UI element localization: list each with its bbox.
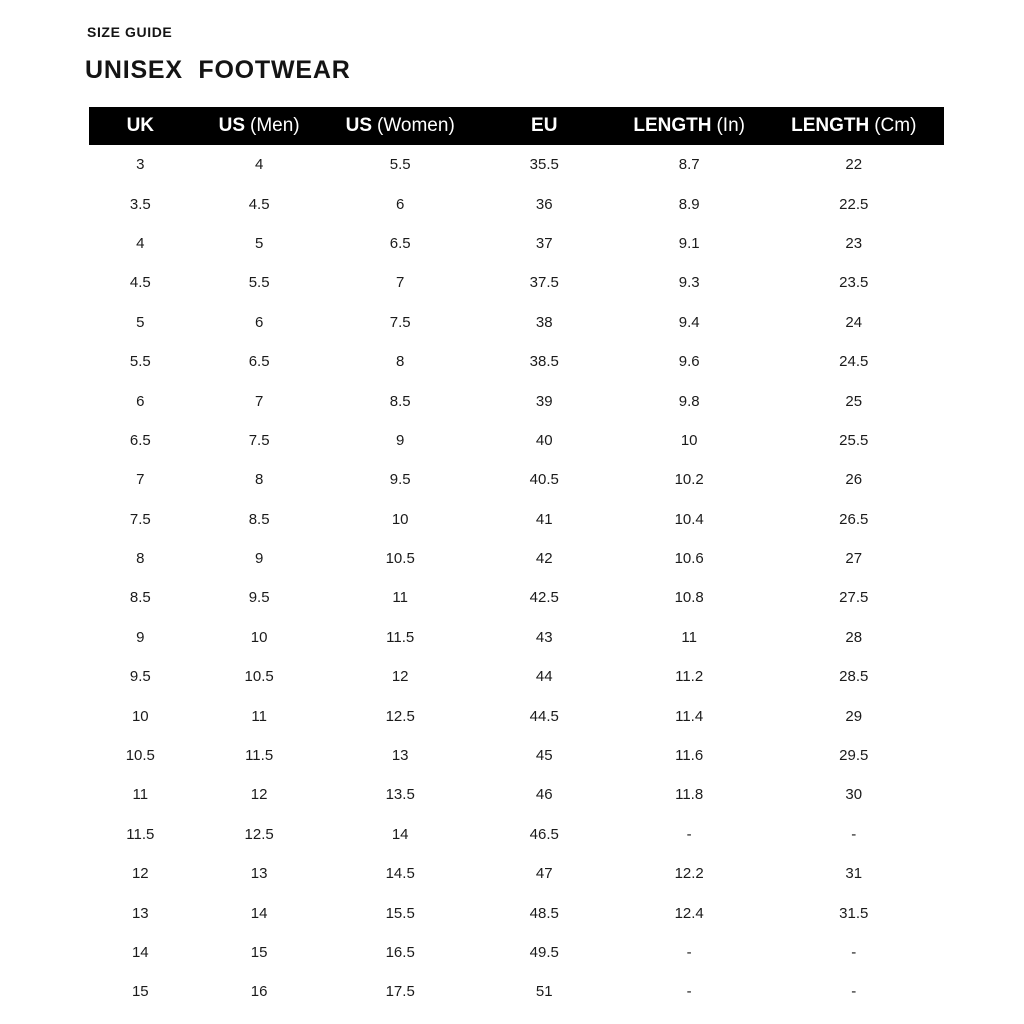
table-cell: 10.5 [125,747,155,765]
table-row [89,736,944,775]
table-row [89,893,944,932]
size-table-body [89,145,944,1012]
table-cell: 15 [250,944,268,961]
table-cell: 5 [254,234,264,252]
table-cell: 11.8 [675,786,704,804]
table-cell: 10.4 [674,510,704,528]
table-row [89,618,944,657]
table-cell: 25.5 [839,431,869,449]
table-cell: 11.2 [675,668,704,686]
table-cell: 12.4 [674,904,704,922]
table-cell: 9.8 [678,392,700,410]
table-cell: 42.5 [529,589,559,607]
table-cell: 46 [535,786,553,804]
table-row [89,224,944,263]
table-row [89,696,944,735]
table-cell: 4.5 [248,195,270,213]
table-cell: 15.5 [385,904,415,922]
table-cell: 26.5 [839,510,869,528]
column-header-us-men [192,107,327,145]
table-row [89,578,944,617]
table-cell: 39 [535,392,553,410]
table-cell: 15 [131,983,149,1001]
column-header-us-women [327,107,474,145]
table-cell: 10 [680,431,698,449]
column-header-eu [474,107,615,145]
table-cell: 10.8 [674,589,704,607]
column-header-label: LENGTH [791,115,870,136]
size-table [89,107,944,1012]
table-cell: 24.5 [839,353,869,371]
table-cell: 8.5 [248,510,270,528]
table-cell: 8.5 [129,589,151,607]
table-row [89,263,944,302]
table-cell: 44 [535,668,553,686]
table-cell: 10.6 [674,550,704,568]
table-row [89,933,944,972]
table-cell: 49.5 [529,944,559,961]
table-cell: 48.5 [529,904,559,922]
table-cell: 27.5 [839,589,869,607]
table-header-row [89,107,944,145]
table-cell: 25 [845,392,863,410]
table-cell: 24 [845,313,863,331]
table-cell: 11.6 [675,747,704,765]
table-cell: 44.5 [529,707,559,725]
table-cell: 10 [391,510,409,528]
table-cell: 10 [250,628,268,646]
table-row [89,460,944,499]
table-cell: 12.5 [385,707,415,725]
table-cell: 35.5 [529,156,559,174]
table-cell: 30 [845,786,863,804]
table-cell: 13 [131,904,149,922]
table-cell: 43 [535,628,553,646]
page-title: UNISEX FOOTWEAR [85,56,351,84]
table-row [89,381,944,420]
table-cell: 28 [845,628,863,646]
table-cell: 6.5 [389,234,411,252]
table-row [89,815,944,854]
table-cell: 10.5 [244,668,274,686]
table-row [89,184,944,223]
table-cell: 6.5 [129,431,151,449]
table-cell: 13 [391,747,409,765]
table-cell: 40.5 [529,471,559,489]
table-cell: 8 [136,550,145,568]
table-cell: 28.5 [839,668,869,686]
table-cell: 12.2 [674,865,704,883]
table-cell: 12.5 [244,825,274,843]
table-cell: 12 [131,865,149,883]
column-header-label: US [345,115,372,136]
table-row [89,539,944,578]
table-cell: 42 [535,550,553,568]
table-cell: 12 [250,786,268,804]
table-cell: 9.1 [678,234,700,252]
table-cell: - [686,983,692,1001]
table-cell: 9 [396,431,405,449]
table-cell: 7 [254,392,264,410]
table-cell: 38.5 [529,353,559,371]
table-cell: 14 [250,904,268,922]
table-cell: 11.4 [675,707,704,725]
column-header-label: LENGTH [633,115,712,136]
table-cell: 7.5 [129,510,151,528]
column-header-label: EU [531,115,558,136]
table-cell: 7 [396,274,405,292]
table-cell: 40 [535,431,553,449]
table-cell: 8.9 [678,195,700,213]
table-row [89,657,944,696]
table-cell: 7.5 [248,431,270,449]
table-cell: 45 [535,747,553,765]
table-cell: 14 [391,825,409,843]
table-cell: 9.5 [248,589,270,607]
table-cell: 47 [535,865,553,883]
table-cell: 9.4 [678,313,700,331]
table-cell: 4.5 [129,274,151,292]
table-row [89,421,944,460]
table-cell: 5.5 [129,353,151,371]
table-cell: 9.5 [129,668,151,686]
table-cell: 29.5 [839,747,869,765]
table-cell: 13.5 [385,786,415,804]
size-guide-page [0,24,1024,1024]
table-cell: 11 [251,707,267,725]
table-cell: 6.5 [248,353,270,371]
table-row [89,342,944,381]
table-cell: 29 [845,707,863,725]
table-cell: - [851,825,857,843]
table-cell: 22 [845,156,863,174]
table-cell: 5 [136,313,145,331]
table-cell: 31 [845,865,863,883]
table-cell: 6 [396,195,405,213]
table-cell: 11 [132,786,149,804]
table-cell: 9.5 [389,471,411,489]
column-header-uk [89,107,192,145]
table-cell: 23.5 [839,274,869,292]
table-cell: 5.5 [389,156,411,174]
table-cell: 11.5 [386,628,415,646]
size-guide-label: SIZE GUIDE [87,24,173,40]
table-cell: 7 [136,471,145,489]
table-cell: 17.5 [385,983,415,1001]
column-header-label: US [218,115,246,136]
column-header-sublabel: (Cm) [874,115,917,136]
table-cell: 11 [681,628,697,646]
table-cell: 22.5 [839,195,869,213]
table-cell: 16 [250,983,268,1001]
table-cell: 11.5 [126,825,155,843]
table-cell: 13 [250,865,268,883]
column-header-label: UK [126,115,155,136]
table-cell: - [851,983,857,1001]
table-row [89,775,944,814]
table-cell: 9 [136,628,145,646]
table-cell: 27 [845,550,863,568]
table-cell: 6 [136,392,145,410]
table-row [89,972,944,1011]
table-cell: 36 [535,195,553,213]
table-cell: 3 [136,156,145,174]
column-header-sublabel: (In) [716,115,745,136]
table-cell: 46.5 [529,825,559,843]
table-cell: 8 [396,353,405,371]
table-row [89,145,944,184]
table-cell: 37 [535,234,553,252]
table-cell: 10.5 [385,550,415,568]
table-cell: 8.7 [678,156,700,174]
table-cell: 9.3 [678,274,700,292]
table-cell: 31.5 [839,904,869,922]
table-cell: 8.5 [389,392,411,410]
table-cell: 4 [136,234,145,252]
table-row [89,500,944,539]
table-cell: 6 [254,313,264,331]
column-header-sublabel: (Men) [250,115,300,136]
table-cell: 3.5 [129,195,151,213]
table-row [89,854,944,893]
table-cell: 11 [392,589,408,607]
table-cell: - [851,944,857,961]
table-cell: 16.5 [385,944,415,961]
table-row [89,303,944,342]
column-header-sublabel: (Women) [377,115,455,136]
column-header-length-cm [764,107,944,145]
table-cell: 41 [535,510,553,528]
table-cell: 7.5 [389,313,411,331]
table-cell: 14 [131,944,149,961]
table-cell: 12 [391,668,409,686]
table-cell: 9.6 [678,353,700,371]
table-cell: 11.5 [245,747,274,765]
table-cell: - [686,944,692,961]
column-header-length-in [615,107,764,145]
table-cell: - [686,825,692,843]
table-cell: 9 [254,550,264,568]
table-cell: 10 [131,707,149,725]
table-cell: 4 [254,156,264,174]
table-cell: 8 [254,471,264,489]
table-cell: 37.5 [529,274,559,292]
table-cell: 23 [845,234,863,252]
table-cell: 26 [845,471,863,489]
table-cell: 38 [535,313,553,331]
table-cell: 51 [535,983,553,1001]
table-cell: 14.5 [385,865,415,883]
table-cell: 10.2 [674,471,704,489]
table-cell: 5.5 [248,274,270,292]
